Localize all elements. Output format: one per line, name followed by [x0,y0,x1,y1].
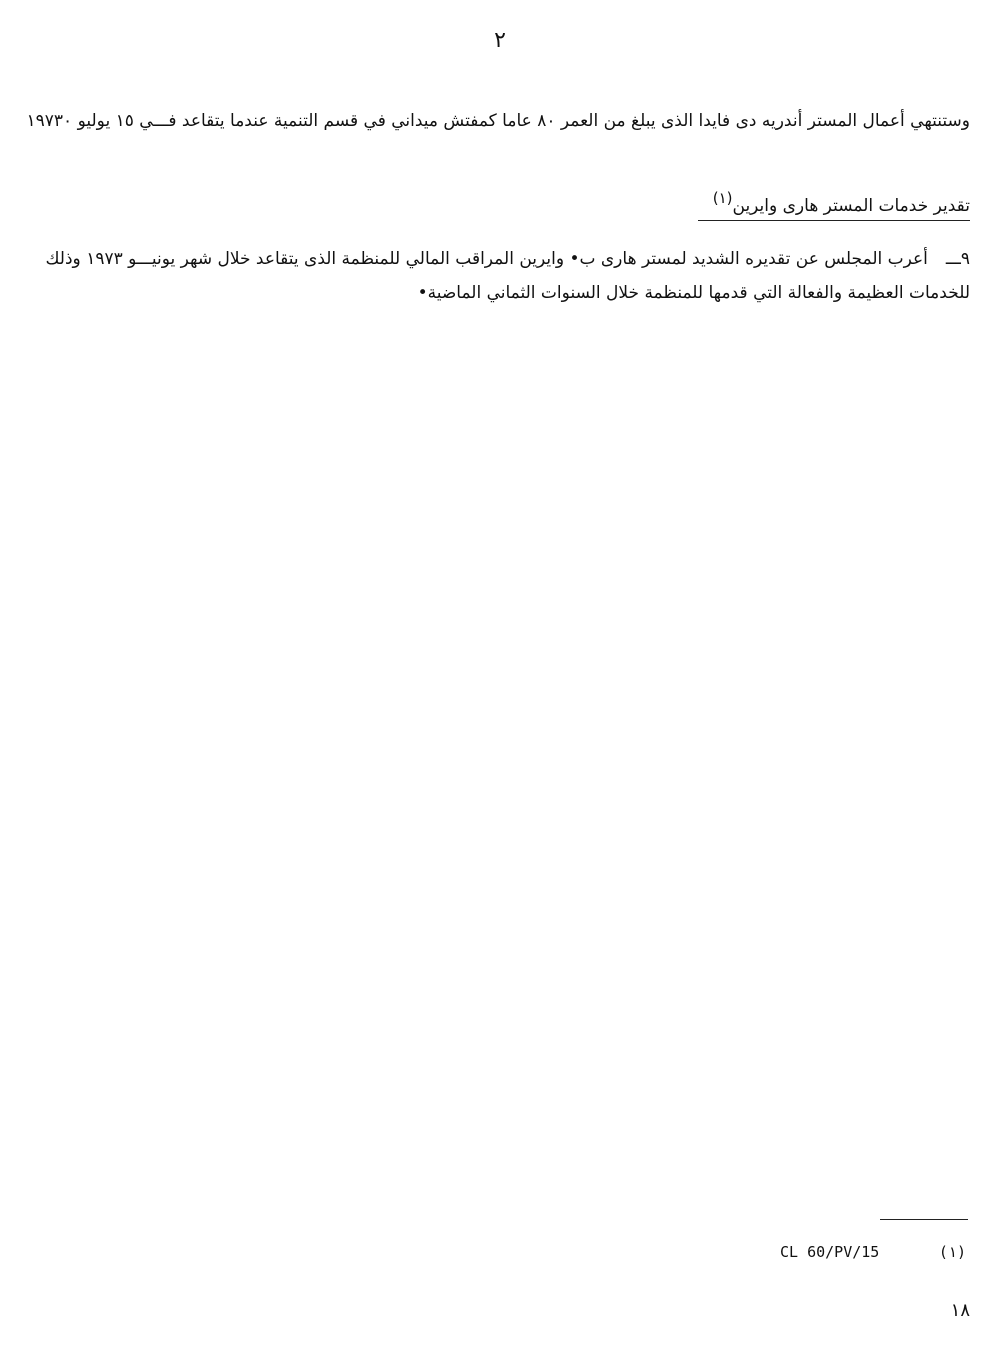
paragraph-9 [25,242,970,310]
section-heading [713,183,970,221]
section-heading-text: تقدير خدمات المستر هارى وايرين [732,196,970,216]
footnote-marker: (١) [712,189,733,207]
paragraph-9-text: أعرب المجلس عن تقديره الشديد لمستر هارى ب• وايرين المراقب المالي للمنظمة الذى يتقاعد خلال شهر يونيـــو ١٩٧٣ وذلك للخدمات العظيمة والفعالة التي قدمها للمنظمة خلال السنوات الثماني الماضية• [45,249,970,303]
page-number-bottom: ١٨ [950,1300,970,1321]
paragraph-number: ٩ـــ [945,249,970,269]
page-number-top: ٢ [494,28,506,53]
footnote-code: CL 60/PV/15 [780,1243,880,1261]
paragraph-retirement-vaida: وستنتهي أعمال المستر أندريه دى فايدا الذى يبلغ من العمر ٨٠ عاما كمفتش ميداني في قسم التنمية عندما يتقاعد فـــي ١٥ يوليو ١٩٧٣٠ [26,111,970,131]
footnote-ref: (١) [938,1243,966,1261]
heading-underline [698,220,970,221]
footnote-separator [880,1219,968,1220]
